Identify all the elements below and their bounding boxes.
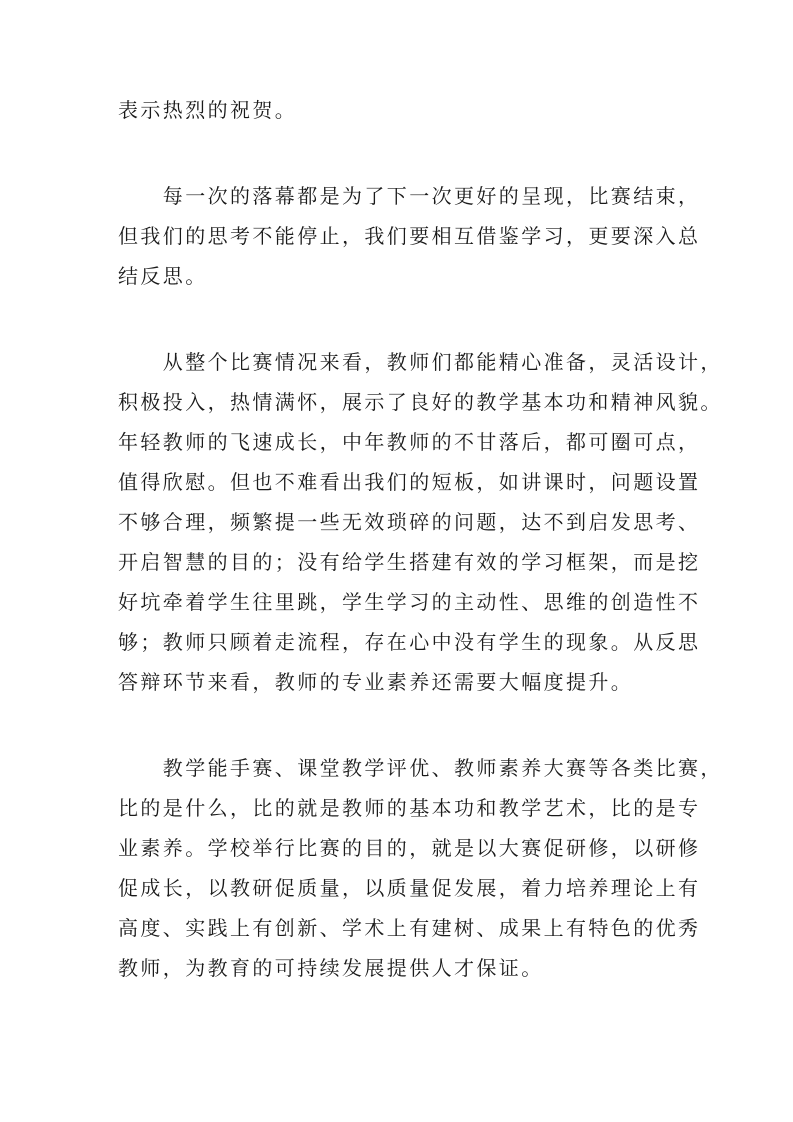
document-page xyxy=(118,90,723,988)
text-line: 业素养。学校举行比赛的目的，就是以大赛促研修，以研修 xyxy=(118,836,701,860)
text-line: 积极投入，热情满怀，展示了良好的教学基本功和精神风貌。 xyxy=(118,390,723,414)
text-line: 从整个比赛情况来看，教师们都能精心准备，灵活设计， xyxy=(118,350,723,374)
text-line: 值得欣慰。但也不难看出我们的短板，如讲课时，问题设置 xyxy=(118,470,701,494)
text-line: 促成长，以教研促质量，以质量促发展，着力培养理论上有 xyxy=(118,876,701,900)
text-line: 开启智慧的目的；没有给学生搭建有效的学习框架，而是挖 xyxy=(118,550,701,574)
text-line: 教师，为教育的可持续发展提供人才保证。 xyxy=(118,956,544,980)
text-line: 好坑牵着学生往里跳，学生学习的主动性、思维的创造性不 xyxy=(118,590,701,614)
text-line: 每一次的落幕都是为了下一次更好的呈现，比赛结束， xyxy=(118,184,701,208)
paragraph-1 xyxy=(118,90,678,130)
text-line: 教学能手赛、课堂教学评优、教师素养大赛等各类比赛， xyxy=(118,756,723,780)
paragraph-gap xyxy=(118,130,678,176)
text-line: 结反思。 xyxy=(118,264,208,288)
paragraph-gap xyxy=(118,702,678,748)
text-line: 表示热烈的祝贺。 xyxy=(118,98,298,122)
text-line: 答辩环节来看，教师的专业素养还需要大幅度提升。 xyxy=(118,670,634,694)
paragraph-4 xyxy=(118,748,723,988)
paragraph-gap xyxy=(118,296,678,342)
text-line: 年轻教师的飞速成长，中年教师的不甘落后，都可圈可点， xyxy=(118,430,701,454)
paragraph-3 xyxy=(118,342,723,702)
text-line: 但我们的思考不能停止，我们要相互借鉴学习，更要深入总 xyxy=(118,224,701,248)
paragraph-2 xyxy=(118,176,701,296)
text-line: 够；教师只顾着走流程，存在心中没有学生的现象。从反思 xyxy=(118,630,701,654)
text-line: 不够合理，频繁提一些无效琐碎的问题，达不到启发思考、 xyxy=(118,510,701,534)
text-line: 比的是什么，比的就是教师的基本功和教学艺术，比的是专 xyxy=(118,796,701,820)
text-line: 高度、实践上有创新、学术上有建树、成果上有特色的优秀 xyxy=(118,916,701,940)
